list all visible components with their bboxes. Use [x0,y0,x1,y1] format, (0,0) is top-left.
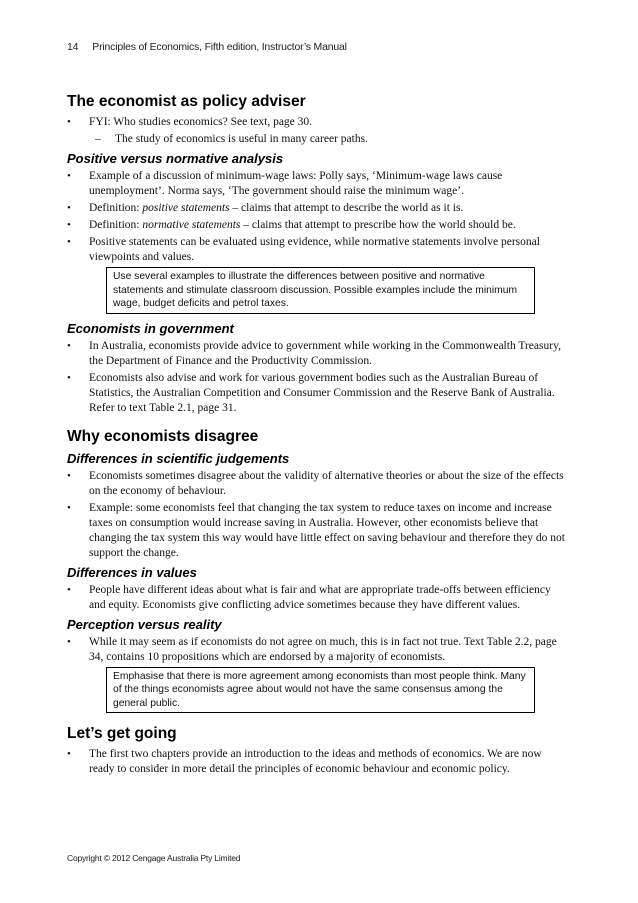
subheading-economists-in-government: Economists in government [67,320,234,336]
list-item: • Economists also advise and work for various government bodies such as the Australian Bureau of Statistics, the Australian Competition and Consumer Commission and the Reserve Bank of Australia. Refer to text Table 2.1, page 31. [67,371,569,416]
page-header [67,41,347,53]
list-scientific-judgements [67,469,569,561]
subheading-positive-normative: Positive versus normative analysis [67,151,284,166]
list-policy-adviser [67,115,569,147]
page-footer: Copyright © 2012 Cengage Australia Pty Limited [67,853,241,863]
subheading-perception-vs-reality: Perception versus reality [67,616,222,632]
definition-term: positive statements [142,202,230,214]
list-item: • The first two chapters provide an introduction to the ideas and methods of economics. We are now ready to consider in more detail the principles of economic behaviour and economic policy. [67,747,569,777]
heading-policy-adviser: The economist as policy adviser [67,93,306,110]
definition-text: – claims that attempt to prescribe how the world should be. [240,219,516,231]
subheading-differences-in-values: Differences in values [67,564,197,580]
list-item: • Positive statements can be evaluated using evidence, while normative statements involve personal viewpoints and values. [67,235,569,265]
page-number: 14 [67,41,79,53]
list-economists-in-government [67,339,569,416]
header-title: Principles of Economics, Fifth edition, Instructor’s Manual [92,41,347,53]
sub-list-item: – The study of economics is useful in many career paths. [67,132,569,147]
list-item: • Example: some economists feel that changing the tax system to reduce taxes on income and increase taxes on consumption would increase saving in Australia. However, other economists believe that changing the tax system this way would have little effect on saving behaviour and therefore they do not support the change. [67,501,569,561]
list-item: • Economists sometimes disagree about the validity of alternative theories or about the size of the effects on the economy of behaviour. [67,469,569,499]
list-positive-normative [67,169,569,265]
definition-text: – claims that attempt to describe the world as it is. [229,202,464,214]
heading-lets-get-going: Let’s get going [67,725,177,742]
list-item: • FYI: Who studies economics? See text, page 30. [67,115,569,130]
definition-prefix: Definition: [89,202,143,214]
list-item: • Example of a discussion of minimum-wage laws: Polly says, ‘Minimum-wage laws cause unemployment’. Norma says, ‘The government should raise the minimum wage’. [67,169,569,199]
list-lets-get-going [67,747,569,777]
list-differences-in-values [67,583,569,613]
list-item: • While it may seem as if economists do not agree on much, this is in fact not true. Text Table 2.2, page 34, contains 10 propositions which are endorsed by a majority of economists. [67,635,569,665]
heading-why-economists-disagree: Why economists disagree [67,427,259,445]
list-item: • People have different ideas about what is fair and what are appropriate trade-offs between efficiency and equity. Economists give conflicting advice sometimes because they have different values. [67,583,569,613]
list-item [67,201,569,216]
definition-prefix: Definition: [89,219,143,231]
list-item [67,218,569,233]
list-perception-vs-reality [67,635,569,665]
subheading-scientific-judgements: Differences in scientific judgements [67,450,290,466]
page-content [67,92,569,779]
list-item: • In Australia, economists provide advice to government while working in the Commonwealth Treasury, the Department of Finance and the Productivity Commission. [67,339,569,369]
teaching-note-box: Emphasise that there is more agreement among economists than most people think. Many of the things economists agree about would not have the same consensus among the general public. [106,667,535,714]
definition-term: normative statements [142,219,241,231]
teaching-note-box: Use several examples to illustrate the differences between positive and normative statements and stimulate classroom discussion. Possible examples include the minimum wage, budget deficits and petrol taxes. [106,267,535,314]
